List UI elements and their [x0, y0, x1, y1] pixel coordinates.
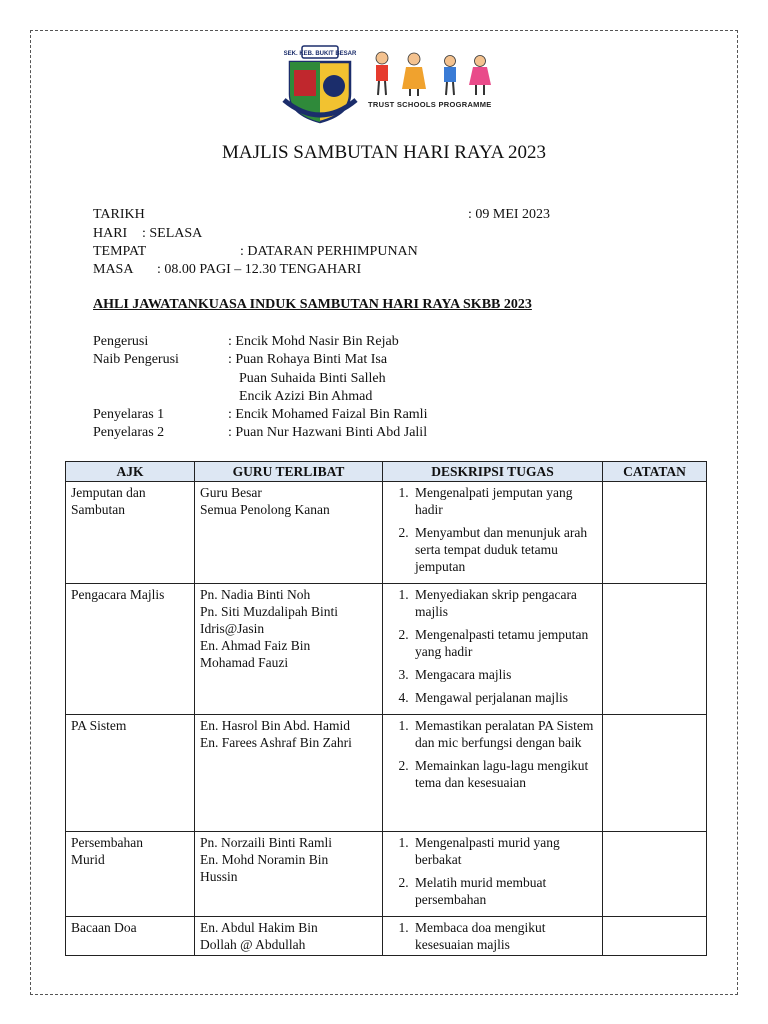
guru-cell — [195, 584, 383, 715]
committee-name: Encik Azizi Bin Ahmad — [239, 389, 373, 404]
task-item: 1. Memastikan peralatan PA Sistem dan mic berfungsi dengan baik — [412, 717, 597, 751]
guru-text: Mohamad Fauzi — [200, 655, 289, 670]
task-item: 4. Mengawal perjalanan majlis — [412, 689, 597, 706]
tugas-cell — [383, 482, 603, 584]
task-item: 1. Membaca doa mengikut kesesuaian majlis — [412, 919, 597, 953]
ajk-text: Persembahan — [71, 835, 143, 850]
table-row — [66, 917, 707, 956]
committee-role: Naib Pengerusi — [93, 352, 179, 367]
ajk-text: Sambutan — [71, 502, 125, 517]
tugas-cell — [383, 584, 603, 715]
trust-schools-programme-label: TRUST SCHOOLS PROGRAMME — [368, 100, 492, 109]
tugas-cell — [383, 917, 603, 956]
guru-text: Idris@Jasin — [200, 621, 265, 636]
committee-name: : Puan Nur Hazwani Binti Abd Jalil — [228, 425, 428, 440]
table-row — [66, 715, 707, 832]
tempat-value: : DATARAN PERHIMPUNAN — [240, 244, 418, 259]
ajk-cell — [66, 482, 195, 584]
guru-text: En. Farees Ashraf Bin Zahri — [200, 735, 352, 750]
catatan-cell — [603, 584, 707, 715]
committee-name: : Puan Rohaya Binti Mat Isa — [228, 352, 388, 367]
column-header-ajk: AJK — [66, 462, 195, 482]
task-item: 2. Mengenalpasti tetamu jemputan yang hadir — [412, 626, 597, 660]
trust-schools-kids-icon — [368, 49, 498, 99]
catatan-cell — [603, 482, 707, 584]
guru-text: Semua Penolong Kanan — [200, 502, 330, 517]
committee-name: : Encik Mohamed Faizal Bin Ramli — [228, 407, 428, 422]
catatan-cell — [603, 917, 707, 956]
tarikh-value: : 09 MEI 2023 — [468, 207, 551, 222]
committee-heading: AHLI JAWATANKUASA INDUK SAMBUTAN HARI RAYA SKBB 2023 — [93, 297, 532, 312]
table-row — [66, 482, 707, 584]
table-row — [66, 584, 707, 715]
task-item: 2. Menyambut dan menunjuk arah serta tempat duduk tetamu jemputan — [412, 524, 597, 575]
committee-name: : Encik Mohd Nasir Bin Rejab — [228, 334, 399, 349]
ajk-cell — [66, 715, 195, 832]
guru-text: Pn. Norzaili Binti Ramli — [200, 835, 332, 850]
committee-role: Penyelaras 2 — [93, 425, 165, 440]
guru-text: Guru Besar — [200, 485, 262, 500]
ajk-text: Bacaan Doa — [71, 920, 137, 935]
guru-text: En. Hasrol Bin Abd. Hamid — [200, 718, 350, 733]
task-item: 1. Mengenalpati jemputan yang hadir — [412, 484, 597, 518]
crest-text: SEK. KEB. BUKIT BESAR — [283, 51, 357, 57]
guru-text: Pn. Nadia Binti Noh — [200, 587, 311, 602]
hari-label: HARI — [93, 226, 128, 241]
task-item: 1. Menyediakan skrip pengacara majlis — [412, 586, 597, 620]
task-item: 2. Memainkan lagu-lagu mengikut tema dan kesesuaian — [412, 757, 597, 791]
committee-role: Penyelaras 1 — [93, 407, 165, 422]
table-row — [66, 832, 707, 917]
column-header-guru: GURU TERLIBAT — [195, 462, 383, 482]
ajk-cell — [66, 584, 195, 715]
masa-value: : 08.00 PAGI – 12.30 TENGAHARI — [157, 262, 362, 277]
ajk-text: Jemputan dan — [71, 485, 146, 500]
column-header-catatan: CATATAN — [603, 462, 707, 482]
catatan-cell — [603, 832, 707, 917]
task-item: 2. Melatih murid membuat persembahan — [412, 874, 597, 908]
guru-cell — [195, 832, 383, 917]
school-crest-logo — [280, 44, 360, 126]
tarikh-label: TARIKH — [93, 207, 145, 222]
guru-text: Dollah @ Abdullah — [200, 937, 306, 952]
catatan-cell — [603, 715, 707, 832]
table-header-row — [66, 462, 707, 482]
ajk-cell — [66, 832, 195, 917]
guru-text: En. Mohd Noramin Bin — [200, 852, 329, 867]
document-title: MAJLIS SAMBUTAN HARI RAYA 2023 — [222, 142, 546, 163]
column-header-tugas: DESKRIPSI TUGAS — [383, 462, 603, 482]
ajk-text: PA Sistem — [71, 718, 127, 733]
committee-name: Puan Suhaida Binti Salleh — [239, 371, 386, 386]
guru-text: En. Ahmad Faiz Bin — [200, 638, 311, 653]
guru-text: Hussin — [200, 869, 238, 884]
tempat-label: TEMPAT — [93, 244, 147, 259]
header-logos — [280, 44, 510, 126]
guru-cell — [195, 917, 383, 956]
task-item: 1. Mengenalpasti murid yang berbakat — [412, 834, 597, 868]
committee-role: Pengerusi — [93, 334, 149, 349]
tugas-cell — [383, 832, 603, 917]
ajk-text: Pengacara Majlis — [71, 587, 165, 602]
masa-label: MASA — [93, 262, 134, 277]
ajk-cell — [66, 917, 195, 956]
hari-value: : SELASA — [142, 226, 203, 241]
tugas-cell — [383, 715, 603, 832]
guru-text: Pn. Siti Muzdalipah Binti — [200, 604, 339, 619]
guru-text: En. Abdul Hakim Bin — [200, 920, 318, 935]
task-item: 3. Mengacara majlis — [412, 666, 597, 683]
ajk-table — [65, 461, 707, 956]
ajk-text: Murid — [71, 852, 105, 867]
guru-cell — [195, 482, 383, 584]
guru-cell — [195, 715, 383, 832]
